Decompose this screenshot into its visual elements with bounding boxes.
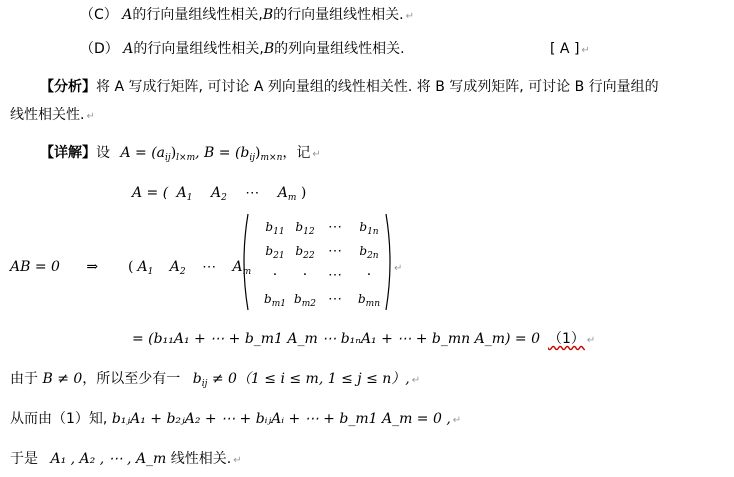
eq-a-dim: l×m — [176, 153, 196, 163]
equation-tag — [548, 330, 595, 350]
return-mark: ↵ — [312, 149, 321, 160]
result-expr: = (b₁₁A₁ + ⋯ + b_m1 A_m ⋯ b₁ₙA₁ + ⋯ + b_mn A_m) = 0 — [132, 331, 541, 347]
matrix-cell: $b_{m1}$ — [264, 292, 286, 309]
matrix-cell: ⋯ — [328, 219, 342, 235]
bij: b — [192, 371, 202, 387]
matrix-cell: $b_{11}$ — [265, 220, 285, 237]
option-d — [80, 40, 405, 58]
conclusion-line-1 — [10, 370, 420, 393]
matrix-return — [392, 258, 402, 278]
analysis-line-1 — [40, 78, 659, 96]
option-c-a: A — [122, 7, 133, 23]
eq-a-sub: ij — [165, 153, 171, 163]
option-d-b: B — [263, 41, 275, 57]
option-c — [80, 6, 414, 26]
row-vector: ( $A_1$ $A_2$ ⋯ $A_m$ — [128, 259, 252, 277]
linear-combination: b₁ⱼA₁ + b₂ⱼA₂ + ⋯ + bᵢⱼAᵢ + ⋯ + b_m1 A_m = 0 , — [111, 411, 451, 427]
thus-text: 于是 — [10, 451, 38, 467]
eq-a: A = (a — [120, 145, 166, 161]
row-def-dots: ⋯ — [245, 185, 260, 201]
b-nonzero: B ≠ 0 — [42, 371, 83, 387]
matrix-cell: $b_{2n}$ — [359, 244, 379, 261]
option-c-label: （C） — [80, 7, 118, 23]
implication-lhs — [10, 258, 98, 276]
row-def-a2: A — [210, 185, 222, 201]
row-def-a1-sub: 1 — [186, 193, 193, 203]
answer-text: [ A ] — [550, 41, 580, 57]
detail-line: 【详解】设 $A = (a_{ij})_{l\times m}$, $B = (b_{ij})_{m\times n}$，记 ↵ — [40, 145, 321, 163]
option-c-b: B — [262, 7, 274, 23]
bij-sub: ij — [201, 379, 208, 389]
detail-set: 设 — [96, 145, 110, 161]
return-mark: ↵ — [405, 11, 414, 22]
matrix-cell: $b_{12}$ — [295, 220, 315, 237]
option-c-text2: 的行向量组线性相关. — [273, 7, 404, 23]
since-text: 由于 — [10, 371, 38, 387]
hence-text: 从而由（1）知, — [10, 411, 108, 427]
equation-tag-label: （1） — [548, 331, 585, 347]
return-mark: ↵ — [233, 455, 242, 466]
matrix-cell: · — [366, 267, 372, 283]
detail-end: ，记 — [282, 145, 311, 161]
return-mark: ↵ — [411, 375, 421, 386]
row-def-a2-sub: 2 — [221, 193, 227, 203]
row-am: A — [232, 259, 243, 275]
row-dots: ⋯ — [202, 259, 217, 275]
row-def-am: A — [277, 185, 288, 201]
analysis-line-2 — [10, 106, 95, 126]
return-mark: ↵ — [586, 335, 596, 346]
eq-b: , B = (b — [195, 145, 250, 161]
option-d-a: A — [123, 41, 134, 57]
row-a1: A — [137, 259, 148, 275]
row-definition — [132, 184, 306, 207]
matrix-cell: $b_{22}$ — [295, 244, 315, 261]
row-a2-sub: 2 — [179, 267, 186, 277]
dependent-text: 线性相关. — [170, 451, 232, 467]
result-expression — [132, 330, 540, 348]
return-mark: ↵ — [394, 263, 403, 274]
row-a2: A — [169, 259, 180, 275]
eq-b-sub: ij — [249, 153, 256, 163]
implies-arrow: ⇒ — [86, 259, 99, 275]
detail-label: 【详解】 — [40, 145, 96, 161]
matrix-cell: $b_{21}$ — [265, 244, 285, 261]
matrix-cell: $b_{m2}$ — [294, 292, 316, 309]
analysis-text-2: 线性相关性. — [10, 107, 85, 123]
row-def-rhs: ) — [300, 185, 307, 201]
answer-bracket — [550, 40, 590, 60]
row-am-sub: m — [242, 267, 252, 277]
return-mark: ↵ — [452, 415, 462, 426]
matrix-cell: · — [272, 267, 278, 283]
eq-b-dim: m×n — [260, 153, 283, 163]
return-mark: ↵ — [581, 45, 590, 56]
conclusion-line-2 — [10, 410, 461, 430]
option-d-text2: 的列向量组线性相关. — [274, 41, 405, 57]
so-text: ，所以至少有一 — [82, 371, 181, 387]
vector-list: A₁ , A₂ , ⋯ , A_m — [50, 451, 167, 467]
row-def-a1: A — [176, 185, 187, 201]
row-def-lhs: A = ( — [132, 185, 169, 201]
analysis-text-1: 将 A 写成行矩阵, 可讨论 A 列向量组的线性相关性. 将 B 写成列矩阵, 可讨论 B 行向量组的 — [96, 79, 659, 95]
option-d-text1: 的行向量组线性相关, — [133, 41, 264, 57]
conclusion-line-3 — [10, 450, 242, 470]
matrix-cell: ⋯ — [328, 267, 342, 283]
analysis-label: 【分析】 — [40, 79, 96, 95]
option-c-text1: 的行向量组线性相关, — [132, 7, 263, 23]
row-a1-sub: 1 — [147, 267, 154, 277]
matrix-cell: · — [302, 267, 308, 283]
return-mark: ↵ — [86, 111, 95, 122]
matrix-cell: ⋯ — [328, 291, 342, 307]
row-def-am-sub: m — [287, 193, 297, 203]
matrix-cell: $b_{1n}$ — [359, 220, 379, 237]
matrix-cell: ⋯ — [328, 243, 342, 259]
option-d-label: （D） — [80, 41, 119, 57]
ab-zero: AB = 0 — [10, 259, 60, 275]
matrix-cell: $b_{mn}$ — [357, 292, 381, 309]
bij-condition: ≠ 0（1 ≤ i ≤ m, 1 ≤ j ≤ n）, — [211, 371, 410, 387]
